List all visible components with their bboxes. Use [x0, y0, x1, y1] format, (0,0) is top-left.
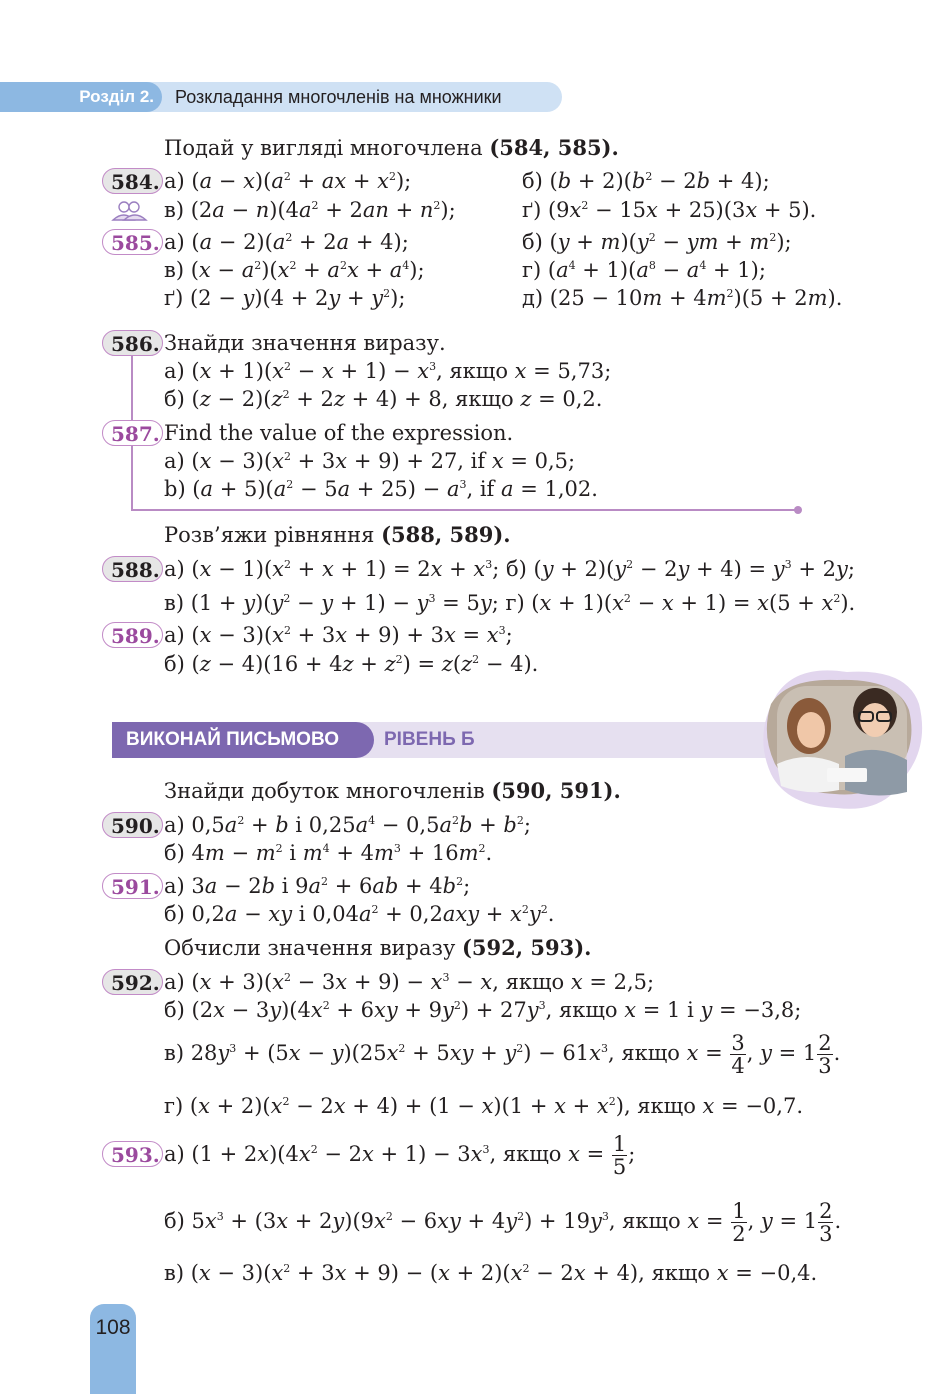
ex592-b: б) $(2x - 3y)(4x^2 + 6xy + 9y^2) + 27y^3$, якщо x = 1 і y = −3,8; — [164, 998, 802, 1022]
ex593-a: а) $(1 + 2x)(4x^2 - 2x + 1) - 3x^3$, якщо x = $\frac{1}{5}$ ; — [164, 1132, 636, 1179]
page-number: 108 — [95, 1316, 131, 1339]
ex589-a: а) $(x - 3)(x^2 + 3x + 9) + 3x = x^3$; — [164, 623, 513, 647]
ex585-gg: ґ) $(2 - y)(4 + 2y + y^2)$; — [164, 286, 406, 310]
ex590-a: а) $0,5a^2 + b$ і $0,25a^4 - 0,5a^2b + b^2$; — [164, 813, 531, 837]
ex585-g: г) $(a^4 + 1)(a^8 - a^4 + 1)$; — [522, 258, 766, 282]
students-photo — [757, 664, 925, 814]
exercise-number-592: 592. — [102, 969, 163, 995]
ex588-ab: а) $(x - 1)(x^2 + x + 1) = 2x + x^3$; б) $(y + 2)(y^2 - 2y + 4) = y^3 + 2y$; — [164, 557, 855, 581]
ex586-title: Знайди значення виразу. — [164, 331, 446, 355]
intro-590-591: Знайди добуток многочленів (590, 591). — [164, 778, 621, 803]
people-group-icon — [110, 200, 150, 222]
ex584-g: ґ) $(9x^2 - 15x + 25)(3x + 5)$. — [522, 198, 817, 222]
ex592-a: а) $(x + 3)(x^2 - 3x + 9) - x^3 - x$, якщо x = 2,5; — [164, 970, 655, 994]
band-level-label: РІВЕНЬ Б — [384, 729, 475, 750]
ex586-a: а) $(x + 1)(x^2 - x + 1) - x^3$, якщо x = 5,73; — [164, 359, 612, 383]
ex587-title: Find the value of the expression. — [164, 421, 514, 445]
ex593-v: в) $(x - 3)(x^2 + 3x + 9) - (x + 2)(x^2 - 2x + 4)$, якщо x = −0,4. — [164, 1261, 818, 1285]
ex590-b: б) $4m - m^2$ і $m^4 + 4m^3 + 16m^2$. — [164, 841, 493, 865]
ex584-a: а) $(a - x)(a^2$ + ax + $x^2$); — [164, 169, 412, 193]
exercise-number-587: 587. — [102, 420, 163, 446]
ex586-b: б) $(z - 2)(z^2 + 2z + 4) + 8$, якщо z = 0,2. — [164, 387, 603, 411]
band-written-label: ВИКОНАЙ ПИСЬМОВО — [112, 722, 374, 758]
intro-584-585: Подай у вигляді многочлена (584, 585). — [164, 135, 619, 160]
frame-rule-horizontal — [131, 509, 798, 511]
intro-588-589: Розв’яжи рівняння (588, 589). — [164, 522, 511, 547]
ex585-v: в) $(x - a^2)(x^2 + a^2x + a^4)$; — [164, 258, 425, 282]
exercise-number-589: 589. — [102, 622, 163, 648]
ex585-b: б) $(y + m)(y^2$ − ym + $m^2$); — [522, 230, 792, 254]
exercise-number-591: 591. — [102, 873, 163, 899]
ex584-b: б) $(b + 2)(b^2 - 2b + 4)$; — [522, 169, 770, 193]
ex585-d: д) $(25 - 10m + 4m^2)(5 + 2m)$. — [522, 286, 843, 310]
ex588-vg: в) $(1 + y)(y^2 - y + 1) - y^3 = 5y$; г) $(x + 1)(x^2 - x + 1) = x(5 + x^2)$. — [164, 591, 856, 615]
exercise-number-593: 593. — [102, 1141, 163, 1167]
header-chapter-title: Розкладання многочленів на множники — [175, 87, 502, 107]
ex584-v: в) $(2a - n)(4a^2 + 2an + n^2)$; — [164, 198, 456, 222]
exercise-number-588: 588. — [102, 556, 163, 582]
exercise-number-584: 584. — [102, 168, 163, 194]
ex587-a: a) $(x - 3)(x^2 + 3x + 9) + 27$, if x = 0,5; — [164, 449, 576, 473]
ex589-b: б) $(z - 4)(16 + 4z + z^2) = z(z^2 - 4)$. — [164, 652, 539, 676]
header-section-label: Розділ 2. — [0, 82, 162, 112]
ex591-b: б) 0,2a − xy і $0,04a^2 + 0,2axy + x^2y^2$. — [164, 902, 555, 926]
ex587-b: b) $(a + 5)(a^2 - 5a + 25) - a^3$, if a = 1,02. — [164, 477, 598, 501]
ex592-g: г) $(x + 2)(x^2 - 2x + 4) + (1 - x)(1 + x + x^2)$, якщо x = −0,7. — [164, 1094, 803, 1118]
exercise-number-585: 585. — [102, 229, 163, 255]
ex591-a: а) 3a − 2b і $9a^2 + 6ab + 4b^2$; — [164, 874, 471, 898]
intro-592-593: Обчисли значення виразу (592, 593). — [164, 935, 592, 960]
exercise-number-586: 586. — [102, 330, 163, 356]
frame-rule-dot — [794, 506, 802, 514]
ex592-v: в) $28y^3 + (5x - y)(25x^2 + 5xy + y^2) - 61x^3$, якщо x = $\frac{3}{4}$ , y = 1 $\frac{2}{3}$ . — [164, 1031, 841, 1078]
ex593-b: б) $5x^3 + (3x + 2y)(9x^2 - 6xy + 4y^2) + 19y^3$, якщо x = $\frac{1}{2}$ , y = 1 $\frac{2}{3}$ . — [164, 1199, 842, 1246]
exercise-number-590: 590. — [102, 812, 163, 838]
ex585-a: а) $(a - 2)(a^2 + 2a + 4)$; — [164, 230, 409, 254]
